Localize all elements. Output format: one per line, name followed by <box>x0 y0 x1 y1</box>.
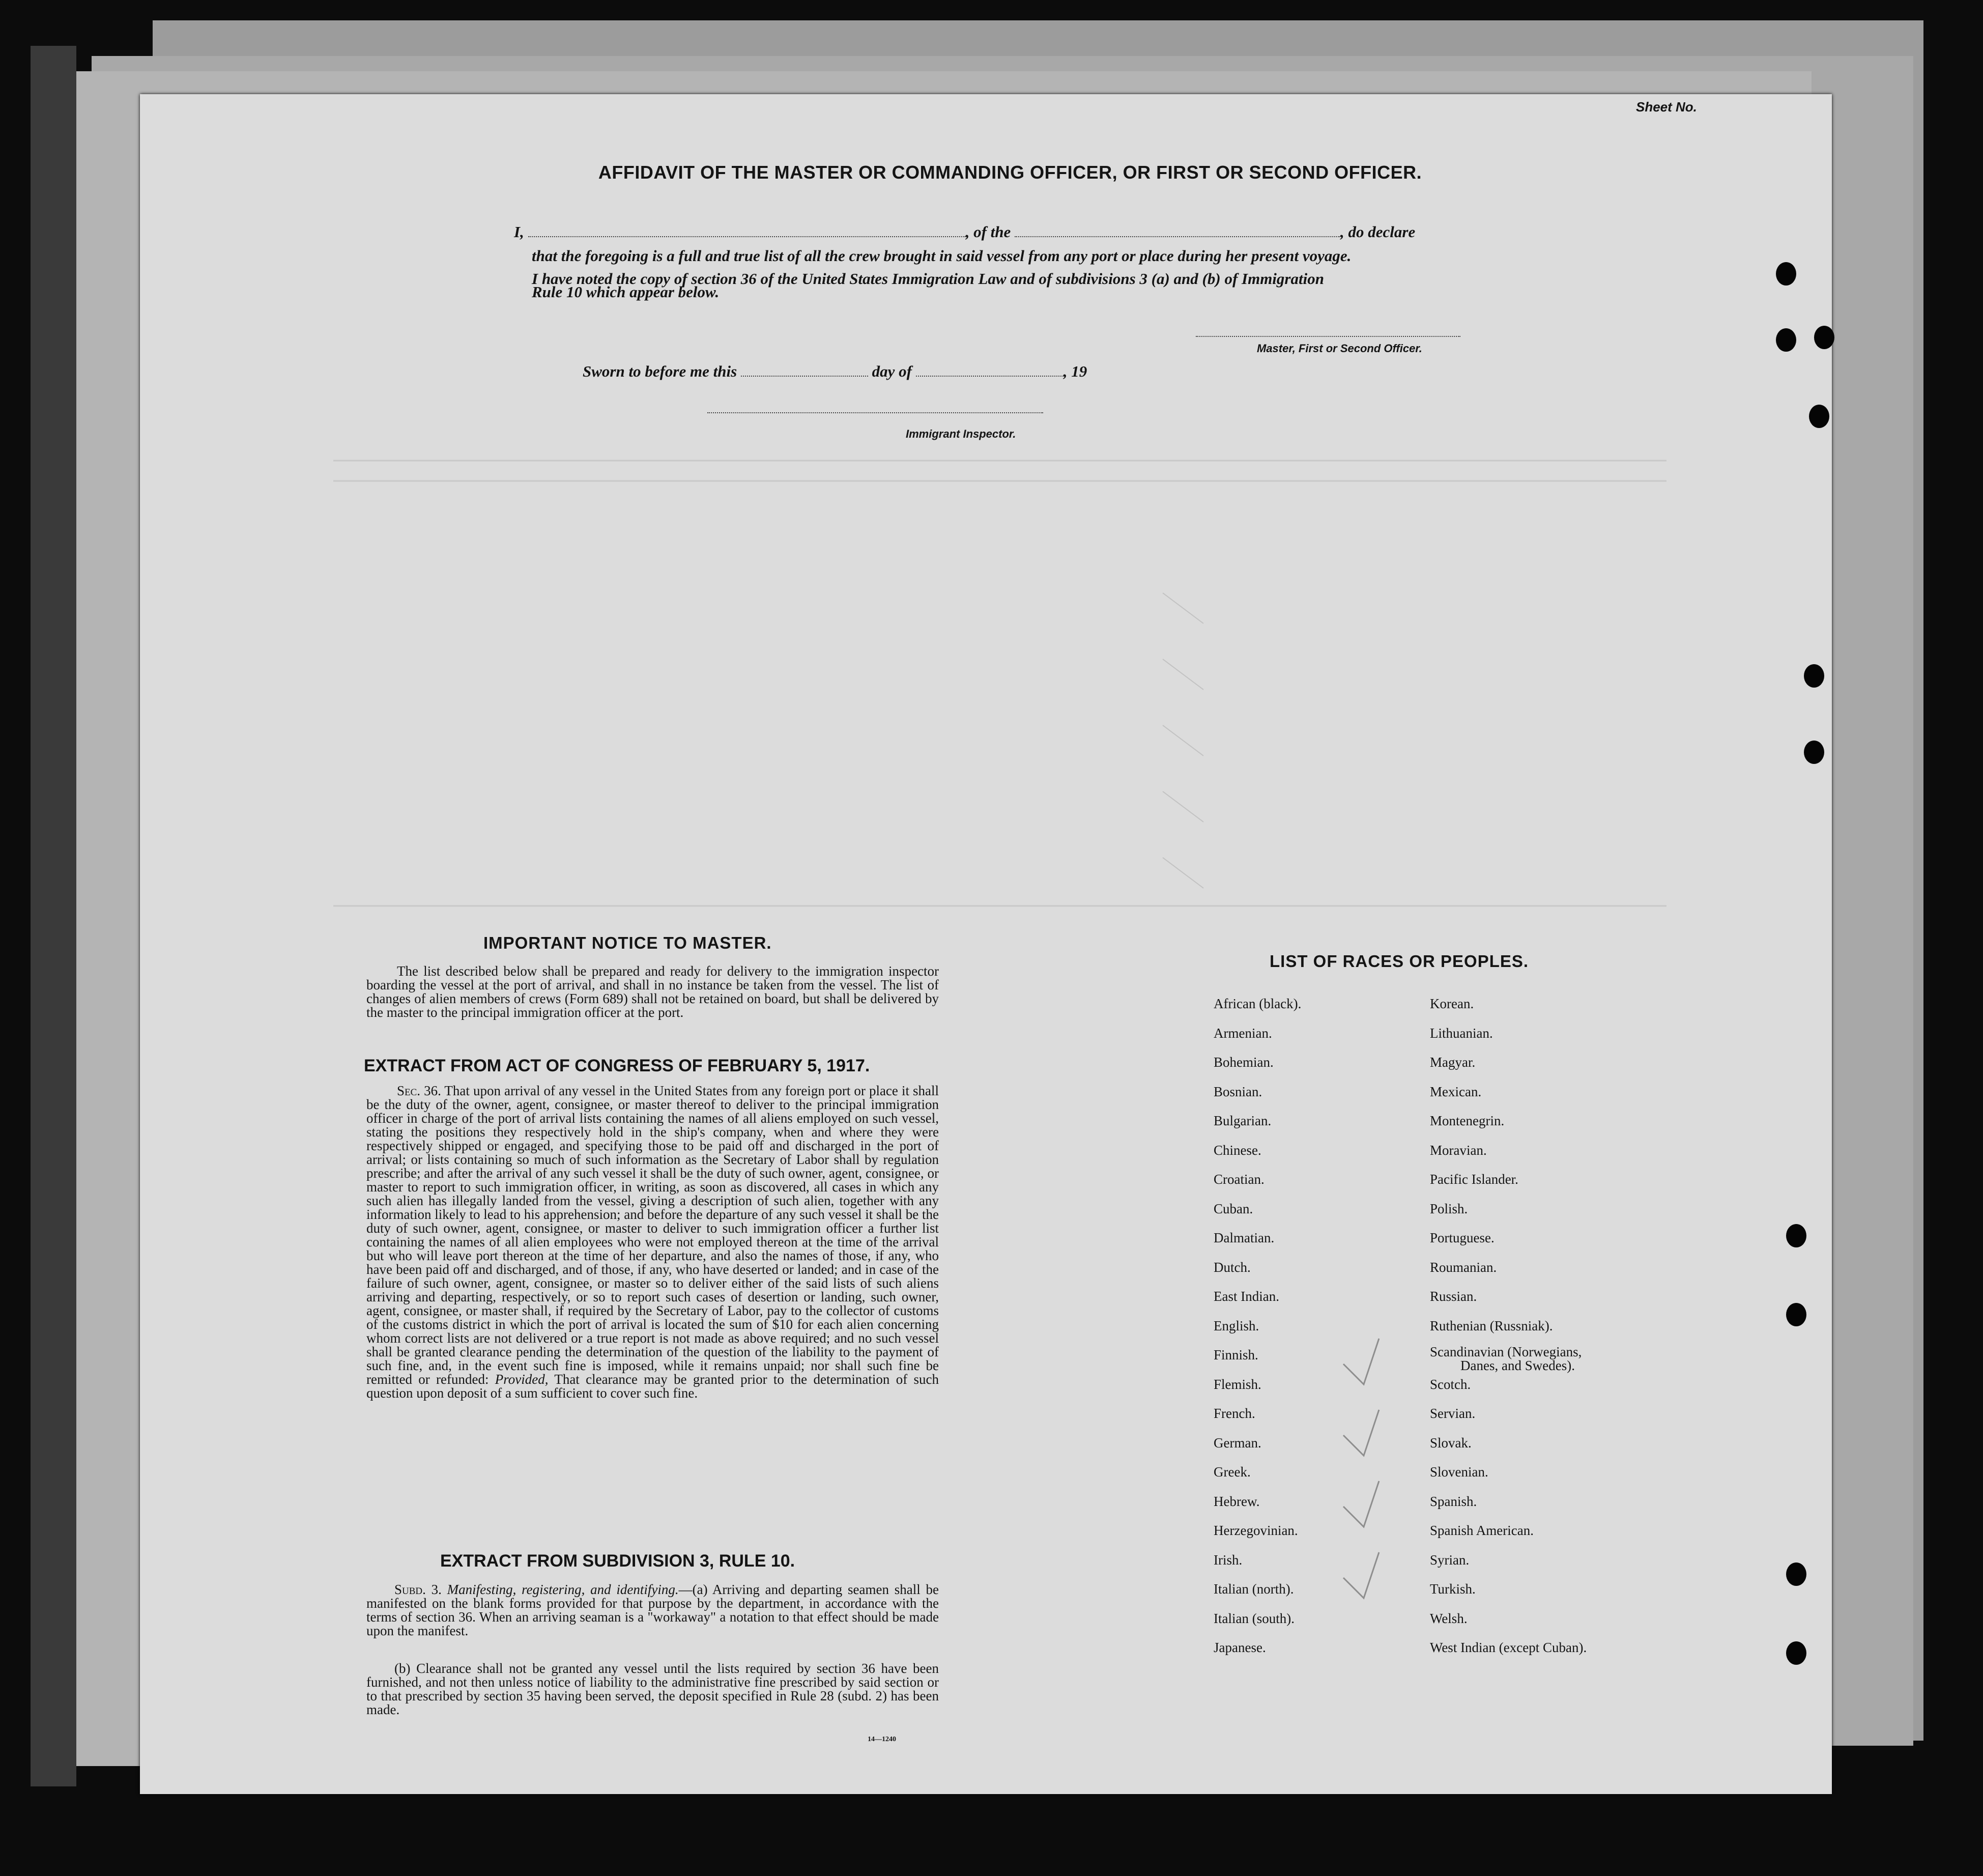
race-item: Flemish. <box>1214 1376 1261 1392</box>
race-item: Hebrew. <box>1214 1493 1260 1509</box>
sworn-day: day of <box>872 362 912 380</box>
punch-hole <box>1776 328 1796 352</box>
punch-hole <box>1809 405 1829 428</box>
name-blank <box>528 236 966 237</box>
race-item: Irish. <box>1214 1552 1243 1568</box>
race-item: Greek. <box>1214 1464 1251 1480</box>
race-item: Herzegovinian. <box>1214 1523 1298 1538</box>
punch-hole <box>1776 262 1796 286</box>
race-item: Scotch. <box>1430 1376 1471 1392</box>
section-text: That upon arrival of any vessel in the United States from any foreign port or place it shall be the duty of the owner, agent, consignee, or master thereof to deliver to the principal immigration officer in charge of the port of arrival lists containing the names of all aliens employed on such vessel, stating the positions they respectively hold in the ship's company, when and where they were respectively shipped or engaged, and specifying those to be paid off and discharged in the port of arrival; or lists containing so much of such information as the Secretary of Labor shall by regulation prescribe; and after the arrival of any such vessel it shall be the duty of such owner, agent, consignee, or master to report to such immigration officer, in writing, as soon as discovered, all cases in which any such alien has illegally landed from the vessel, giving a description of such alien, together with any information likely to lead to his apprehension; and before the departure of any such vessel it shall be the duty of such owner, agent, consignee, or master to deliver to such immigration officer a further list containing the names of all alien employees who were not employed thereon at the time of the arrival but who will leave port thereon at the time of her departure, and also the names of those, if any, who have been paid off and discharged, and of those, if any, who have deserted or landed; and in case of the failure of such owner, agent, consignee, or master so to deliver either of the said lists of such aliens arriving and departing, respectively, or so to report such cases of desertion or landing, such owner, agent, consignee, or master shall, if required by the Secretary of Labor, pay to the collector of customs of the customs district in which the port of arrival is located the sum of $10 for each alien concerning whom correct lists are not delivered or a true report is not made as above required; and no such vessel shall be granted clearance pending the determination of the question of the liability to the payment of such fine, and, in the event such fine is imposed, while it remains unpaid; nor shall such fine be remitted or refunded: <box>366 1083 939 1387</box>
punch-hole <box>1786 1303 1806 1326</box>
affidavit-title: AFFIDAVIT OF THE MASTER OR COMMANDING OFFICER, OR FIRST OR SECOND OFFICER. <box>598 162 1422 183</box>
rule-para-b: (b) Clearance shall not be granted any vessel until the lists required by section 36 have been furnished, and not then unless notice of liability to the administrative fine prescribed by said section or to that prescribed by section 35 having been served, the deposit specified in Rule 28 (subd. 2) has been made. <box>366 1661 939 1717</box>
affidavit-line1-mid: , of the <box>965 223 1011 241</box>
race-item: Pacific Islander. <box>1430 1172 1518 1187</box>
race-item: East Indian. <box>1214 1289 1279 1304</box>
race-item: Mexican. <box>1430 1084 1482 1099</box>
race-item: Montenegrin. <box>1430 1113 1505 1128</box>
race-item: Welsh. <box>1430 1610 1468 1626</box>
race-item: Italian (north). <box>1214 1581 1294 1597</box>
affidavit-line-4: Rule 10 which appear below. <box>532 283 720 301</box>
punch-hole <box>1804 741 1824 764</box>
notice-title: IMPORTANT NOTICE TO MASTER. <box>483 933 772 952</box>
provided-text: That clearance may be granted prior to the determination of such question upon deposit of a sum sufficient to cover such fine. <box>366 1372 939 1401</box>
race-item: Finnish. <box>1214 1347 1258 1362</box>
binding-edge <box>31 46 76 1786</box>
race-item: West Indian (except Cuban). <box>1430 1640 1587 1655</box>
section-label: Sec. 36. <box>397 1083 441 1098</box>
check-marks <box>1170 763 1527 1730</box>
affidavit-line-2: that the foregoing is a full and true list of all the crew brought in said vessel from any port or place during her present voyage. <box>532 247 1352 265</box>
provided-label: Provided, <box>495 1372 549 1387</box>
affidavit-line-3: I have noted the copy of section 36 of the United States Immigration Law and of subdivisions 3 (a) and (b) of Immigration <box>532 270 1324 288</box>
race-item: Bosnian. <box>1214 1084 1262 1099</box>
extract-rule-heading: EXTRACT FROM SUBDIVISION 3, RULE 10. <box>440 1551 795 1571</box>
inspector-caption: Immigrant Inspector. <box>906 428 1016 440</box>
punch-hole <box>1814 326 1834 349</box>
affidavit-line-1 <box>514 223 1415 241</box>
race-item: Russian. <box>1430 1289 1477 1304</box>
races-title: LIST OF RACES OR PEOPLES. <box>1270 952 1529 971</box>
race-item: Armenian. <box>1214 1025 1272 1041</box>
race-item: Dalmatian. <box>1214 1230 1275 1245</box>
race-item: Slovenian. <box>1430 1464 1488 1480</box>
punch-hole <box>1804 664 1824 688</box>
rule-para-a <box>366 1583 939 1638</box>
sheet-number-label: Sheet No. <box>1636 99 1697 115</box>
race-item: Italian (south). <box>1214 1610 1295 1626</box>
race-item: English. <box>1214 1318 1259 1333</box>
manifest-sheet <box>140 94 1832 1794</box>
race-item: Japanese. <box>1214 1640 1266 1655</box>
bleed-through-texture <box>140 94 1832 1794</box>
extract-act-body <box>366 1084 939 1400</box>
subd-label: Subd. 3. <box>394 1582 442 1597</box>
race-item: Roumanian. <box>1430 1259 1497 1275</box>
race-item: Korean. <box>1430 996 1474 1011</box>
punch-hole <box>1786 1641 1806 1665</box>
sworn-year: , 19 <box>1063 362 1087 380</box>
sworn-line <box>583 362 1087 381</box>
race-item: Bohemian. <box>1214 1055 1274 1070</box>
subd-title: Manifesting, registering, and identifying. <box>447 1582 679 1597</box>
race-item: Scandinavian (Norwegians, <box>1430 1344 1582 1359</box>
race-item: Lithuanian. <box>1430 1025 1493 1041</box>
master-signature-line <box>1196 336 1460 337</box>
inspector-signature-line <box>707 412 1043 413</box>
affidavit-line1-start: I, <box>514 223 524 241</box>
punch-hole <box>1786 1224 1806 1247</box>
race-item: Moravian. <box>1430 1142 1487 1158</box>
race-item: French. <box>1214 1406 1255 1421</box>
affidavit-line1-end: , do declare <box>1340 223 1416 241</box>
race-item: Spanish American. <box>1430 1523 1534 1538</box>
master-caption: Master, First or Second Officer. <box>1257 342 1422 355</box>
race-item: Polish. <box>1430 1201 1468 1216</box>
race-item: Slovak. <box>1430 1435 1472 1451</box>
form-code: 14—1240 <box>868 1736 896 1743</box>
notice-body: The list described below shall be prepared and ready for delivery to the immigration inspector boarding the vessel at the port of arrival, and shall in no instance be taken from the vessel. The list of changes of alien members of crews (Form 689) shall not be retained on board, but shall be delivered by the master to the principal immigration officer at the port. <box>366 963 939 1020</box>
extract-act-heading: EXTRACT FROM ACT OF CONGRESS OF FEBRUARY 5, 1917. <box>364 1056 870 1075</box>
race-item: Magyar. <box>1430 1055 1476 1070</box>
punch-hole <box>1786 1562 1806 1586</box>
race-item: German. <box>1214 1435 1261 1451</box>
race-item: Ruthenian (Russniak). <box>1430 1318 1553 1333</box>
race-item: Portuguese. <box>1430 1230 1495 1245</box>
race-item: Servian. <box>1430 1406 1476 1421</box>
race-item: African (black). <box>1214 996 1302 1011</box>
sworn-start: Sworn to before me this <box>583 362 737 380</box>
sworn-month-blank <box>916 376 1064 377</box>
race-item: Danes, and Swedes). <box>1460 1358 1575 1373</box>
race-item: Turkish. <box>1430 1581 1476 1597</box>
subd-para-a: —(a) Arriving and departing seamen shall be manifested on the blank forms provided for that purpose by the department, in accordance with the terms of section 36. When an arriving seaman is a "workaway" a notation to that effect should be made upon the manifest. <box>366 1582 939 1638</box>
race-item: Syrian. <box>1430 1552 1470 1568</box>
race-item: Spanish. <box>1430 1493 1477 1509</box>
race-item: Bulgarian. <box>1214 1113 1272 1128</box>
race-item: Croatian. <box>1214 1172 1264 1187</box>
race-item: Cuban. <box>1214 1201 1253 1216</box>
race-item: Chinese. <box>1214 1142 1261 1158</box>
vessel-blank <box>1015 236 1340 237</box>
sworn-date-blank <box>741 376 868 377</box>
race-item: Dutch. <box>1214 1259 1251 1275</box>
